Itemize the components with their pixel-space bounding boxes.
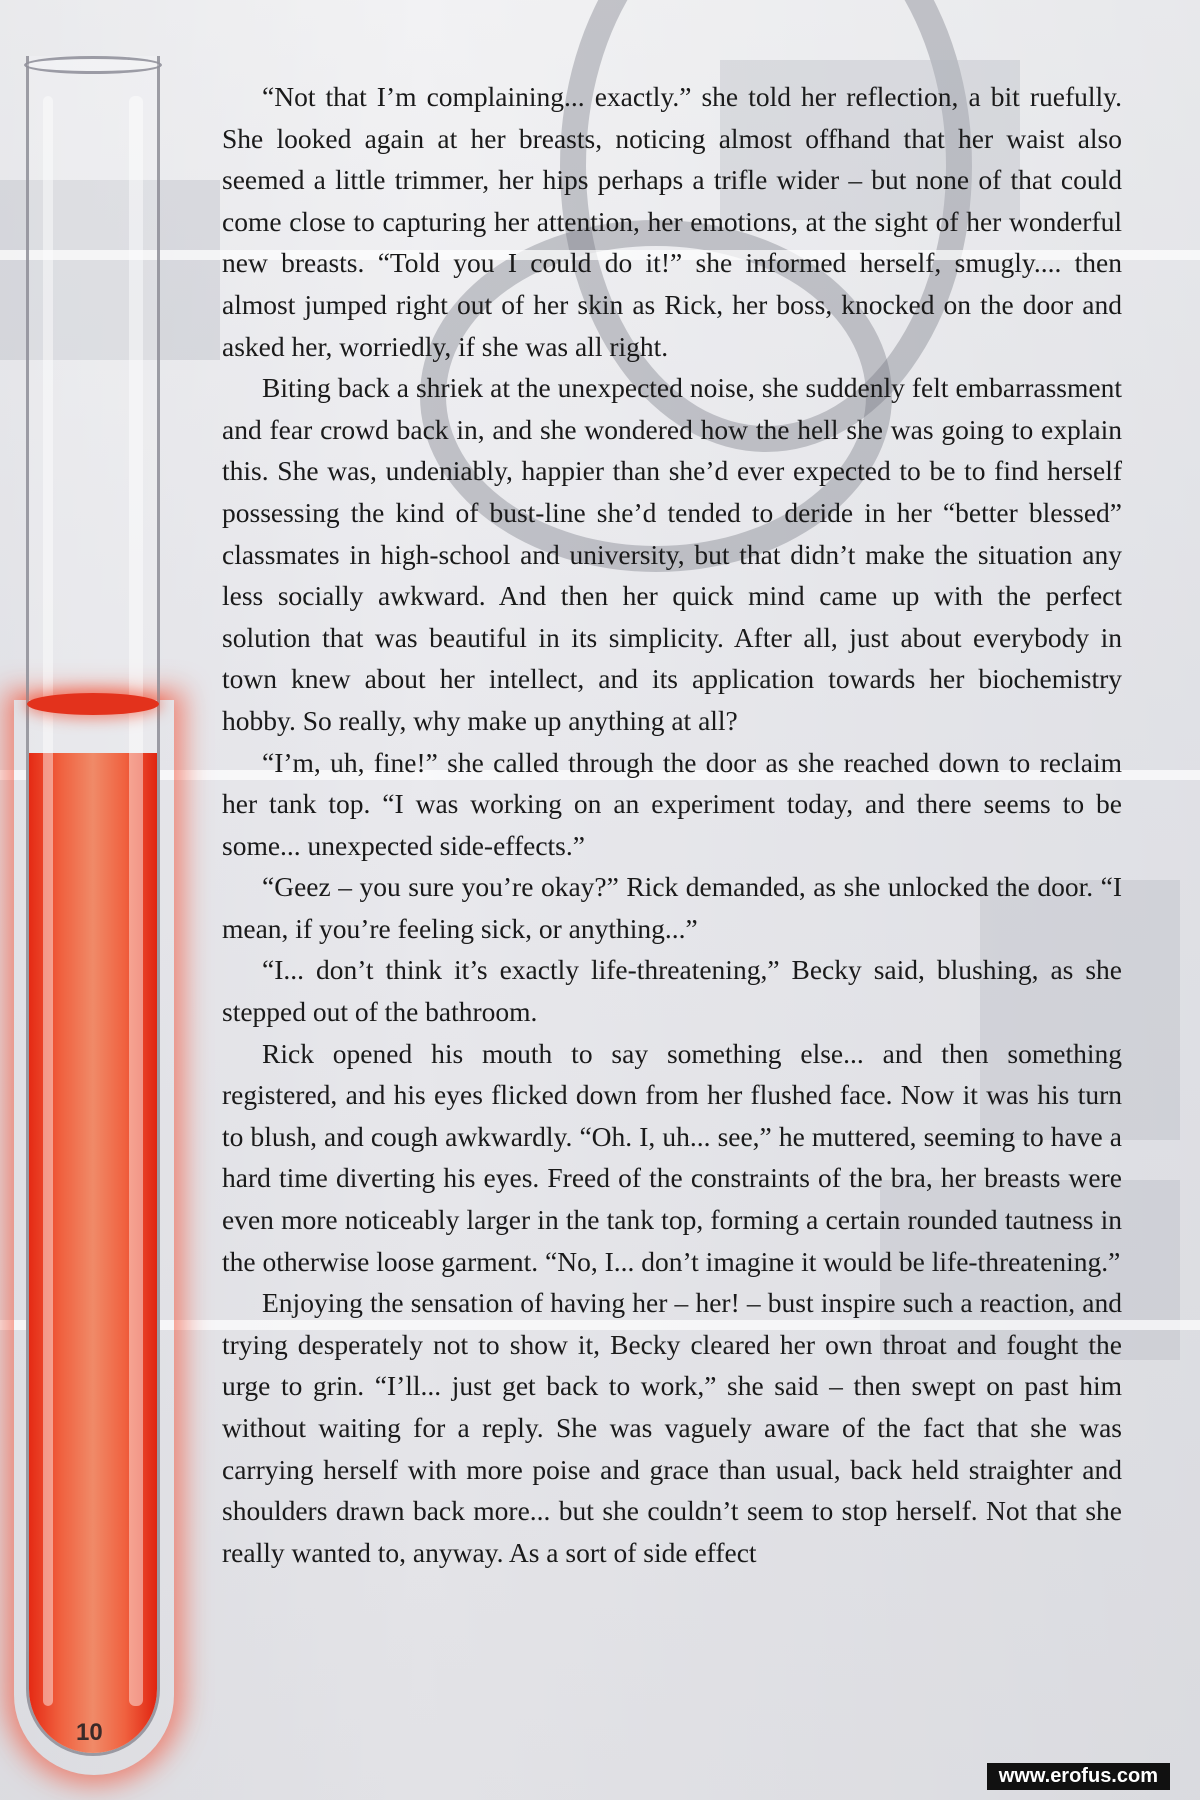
tube-highlight	[43, 96, 53, 1706]
test-tube-rim	[24, 56, 162, 74]
paragraph: “Geez – you sure you’re okay?” Rick demanded, as she unlocked the door. “I mean, if you’re feeling sick, or anything...”	[222, 871, 1122, 944]
tube-liquid-surface	[27, 693, 159, 715]
page-number: 10	[76, 1719, 103, 1746]
tube-highlight	[129, 96, 143, 1706]
paragraph: Rick opened his mouth to say something else... and then something registered, and his eyes flicked down from her flushed face. Now it was his turn to blush, and cough awkwardly. “Oh. I, uh... see,” he muttered, seeming to have a hard time diverting his eyes. Freed of the constraints of the bra, her breasts were even more noticeably larger in the tank top, forming a certain rounded tautness in the otherwise loose garment. “No, I... don’t imagine it would be life-threatening.”	[222, 1037, 1122, 1277]
paragraph: Enjoying the sensation of having her – her! – bust inspire such a reaction, and trying desperately not to show it, Becky cleared her own throat and fought the urge to grin. “I’ll... just get back to work,” she said – then swept on past him without waiting for a reply. She was vaguely aware of the fact that she was carrying herself with more poise and grace than usual, back held straighter and shoulders drawn back more... but she couldn’t seem to stop herself. Not that she really wanted to, anyway. As a sort of side effect	[222, 1287, 1122, 1568]
paragraph: “I... don’t think it’s exactly life-threatening,” Becky said, blushing, as she stepped out of the bathroom.	[222, 954, 1122, 1028]
paragraph: “I’m, uh, fine!” she called through the door as she reached down to reclaim her tank top. “I was working on an experiment today, and there seems to be some... unexpected side-effects.”	[222, 746, 1122, 861]
test-tube-illustration	[26, 56, 160, 1756]
paragraph: “Not that I’m complaining... exactly.” she told her reflection, a bit ruefully. She looked again at her breasts, noticing almost offhand that her waist also seemed a little trimmer, her hips perhaps a trifle wider – but none of that could come close to capturing her attention, her emotions, at the sight of her wonderful new breasts. “Told you I could do it!” she informed herself, smugly.... then almost jumped right out of her skin as Rick, her boss, knocked on the door and asked her, worriedly, if she was all right.	[222, 81, 1122, 362]
paragraph: Biting back a shriek at the unexpected noise, she suddenly felt embarrassment and fear crowd back in, and she wondered how the hell she was going to explain this. She was, undeniably, happier than she’d ever expected to be to find herself possessing the kind of bust-line she’d tended to deride in her “better blessed” classmates in high-school and university, but that didn’t make the situation any less socially awkward. And then her quick mind came up with the perfect solution that was beautiful in its simplicity. After all, just about everybody in town knew about her intellect, and its application towards her biochemistry hobby. So really, why make up anything at all?	[222, 372, 1122, 736]
watermark: www.erofus.com	[987, 1763, 1170, 1790]
story-text	[222, 76, 1122, 1573]
